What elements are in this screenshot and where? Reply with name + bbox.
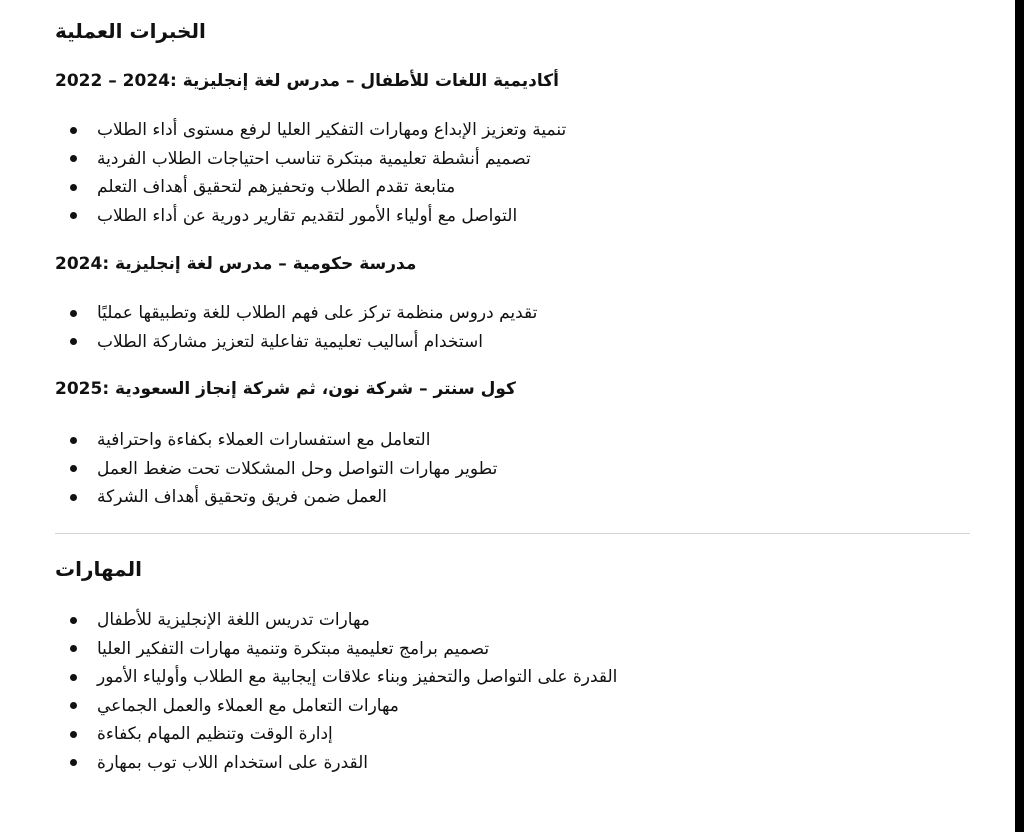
bullet-text: مهارات تدريس اللغة الإنجليزية للأطفال (97, 610, 370, 630)
list-item (70, 328, 537, 357)
job-1-bullets (70, 116, 566, 230)
job-title-1: أكاديمية اللغات للأطفال – مدرس لغة إنجليزية :2024 – 2022 (55, 71, 559, 91)
job-title-3: كول سنتر – شركة نون، ثم شركة إنجاز السعودية :2025 (55, 379, 516, 399)
bullet-text: تنمية وتعزيز الإبداع ومهارات التفكير العليا لرفع مستوى أداء الطلاب (97, 120, 567, 140)
list-item (70, 720, 617, 749)
bullet-icon (70, 674, 77, 681)
bullet-text: التواصل مع أولياء الأمور لتقديم تقارير دورية عن أداء الطلاب (97, 205, 518, 226)
bullet-text: مهارات التعامل مع العملاء والعمل الجماعي (97, 695, 399, 716)
list-item (70, 483, 497, 512)
list-item (70, 116, 566, 145)
list-item (70, 692, 617, 721)
bullet-text: تطوير مهارات التواصل وحل المشكلات تحت ضغط العمل (97, 458, 498, 479)
skills-heading: المهارات (55, 557, 142, 581)
bullet-text: تقديم دروس منظمة تركز على فهم الطلاب للغة وتطبيقها عمليًا (97, 303, 538, 323)
bullet-icon (70, 645, 77, 652)
list-item (70, 426, 497, 455)
bullet-text: إدارة الوقت وتنظيم المهام بكفاءة (97, 724, 333, 744)
bullet-text: القدرة على استخدام اللاب توب بمهارة (97, 752, 369, 773)
bullet-icon (70, 338, 77, 345)
bullet-icon (70, 617, 77, 624)
job-title-2: مدرسة حكومية – مدرس لغة إنجليزية :2024 (55, 254, 417, 274)
job-2-bullets (70, 299, 537, 356)
bullet-icon (70, 702, 77, 709)
bullet-icon (70, 155, 77, 162)
bullet-text: العمل ضمن فريق وتحقيق أهداف الشركة (97, 487, 387, 507)
bullet-text: تصميم أنشطة تعليمية مبتكرة تناسب احتياجات الطلاب الفردية (97, 148, 531, 169)
bullet-text: تصميم برامج تعليمية مبتكرة وتنمية مهارات التفكير العليا (97, 638, 490, 659)
bullet-icon (70, 465, 77, 472)
bullet-icon (70, 184, 77, 191)
experience-heading: الخبرات العملية (55, 19, 206, 43)
bullet-icon (70, 759, 77, 766)
bullet-icon (70, 212, 77, 219)
bullet-text: القدرة على التواصل والتحفيز وبناء علاقات إيجابية مع الطلاب وأولياء الأمور (97, 667, 618, 687)
bullet-text: التعامل مع استفسارات العملاء بكفاءة واحترافية (97, 430, 431, 450)
bullet-icon (70, 494, 77, 501)
list-item (70, 663, 617, 692)
skills-bullets (70, 606, 617, 777)
bullet-icon (70, 437, 77, 444)
skills-section (55, 534, 970, 824)
list-item (70, 635, 617, 664)
list-item (70, 455, 497, 484)
list-item (70, 299, 537, 328)
list-item (70, 173, 566, 202)
bullet-icon (70, 127, 77, 134)
list-item (70, 749, 617, 778)
experience-section (55, 0, 970, 532)
list-item (70, 145, 566, 174)
list-item (70, 202, 566, 231)
bullet-text: استخدام أساليب تعليمية تفاعلية لتعزيز مشاركة الطلاب (97, 331, 483, 352)
bullet-icon (70, 310, 77, 317)
bullet-icon (70, 731, 77, 738)
job-3-bullets (70, 426, 497, 512)
bullet-text: متابعة تقدم الطلاب وتحفيزهم لتحقيق أهداف التعلم (97, 177, 456, 197)
list-item (70, 606, 617, 635)
